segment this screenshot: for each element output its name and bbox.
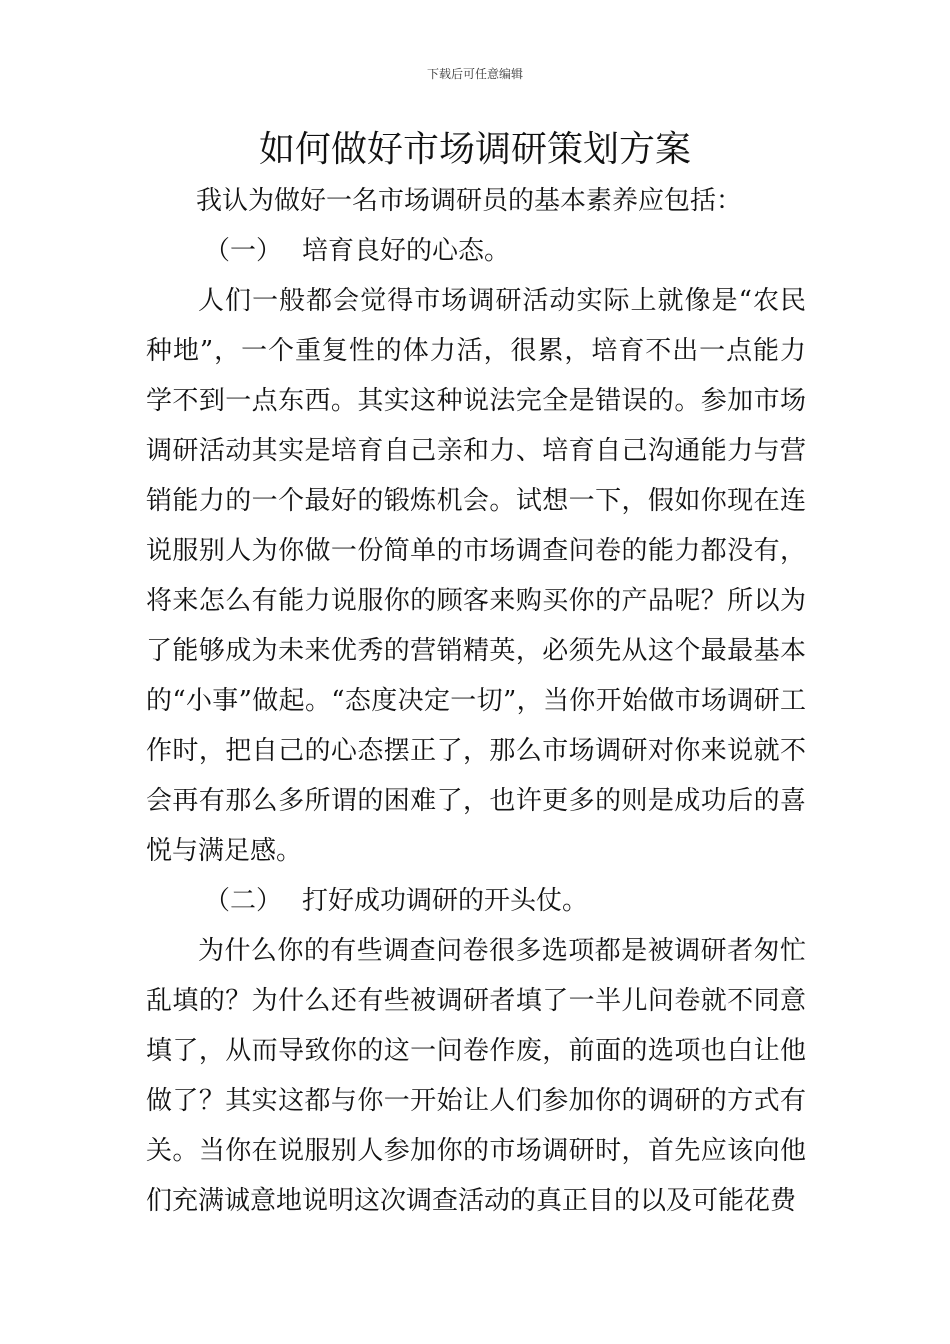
section-heading-1 [146, 226, 806, 276]
section-heading-text-2: 打好成功调研的开头仗。 [302, 886, 589, 916]
section-heading-text-1: 培育良好的心态。 [302, 236, 511, 266]
document-title: 如何做好市场调研策划方案 [258, 129, 691, 170]
section-paragraph-2: 为什么你的有些调查问卷很多选项都是被调研者匆忙乱填的？为什么还有些被调研者填了一半儿问卷就不同意填了，从而导致你的这一问卷作废，前面的选项也白让他做了？其实这都与你一开始让人们参加你的调研的方式有关。当你在说服别人参加你的市场调研时，首先应该向他们充满诚意地说明这次调查活动的真正目的以及可能花费 [146, 936, 806, 1216]
section-paragraph-1: 人们一般都会觉得市场调研活动实际上就像是“农民种地”，一个重复性的体力活，很累，培育不出一点能力学不到一点东西。其实这种说法完全是错误的。参加市场调研活动其实是培育自己亲和力、培育自己沟通能力与营销能力的一个最好的锻炼机会。试想一下，假如你现在连说服别人为你做一份简单的市场调查问卷的能力都没有，将来怎么有能力说服你的顾客来购买你的产品呢？所以为了能够成为未来优秀的营销精英，必须先从这个最最基本的“小事”做起。“态度决定一切”，当你开始做市场调研工作时，把自己的心态摆正了，那么市场调研对你来说就不会再有那么多所谓的困难了，也许更多的则是成功后的喜悦与满足感。 [146, 286, 806, 866]
header-watermark: 下载后可任意编辑 [426, 67, 523, 81]
document-body [146, 176, 806, 1226]
section-number-1: （一） [204, 236, 283, 266]
section-heading-2 [146, 876, 806, 926]
intro-line: 我认为做好一名市场调研员的基本素养应包括： [196, 186, 743, 216]
section-number-2: （二） [204, 886, 283, 916]
